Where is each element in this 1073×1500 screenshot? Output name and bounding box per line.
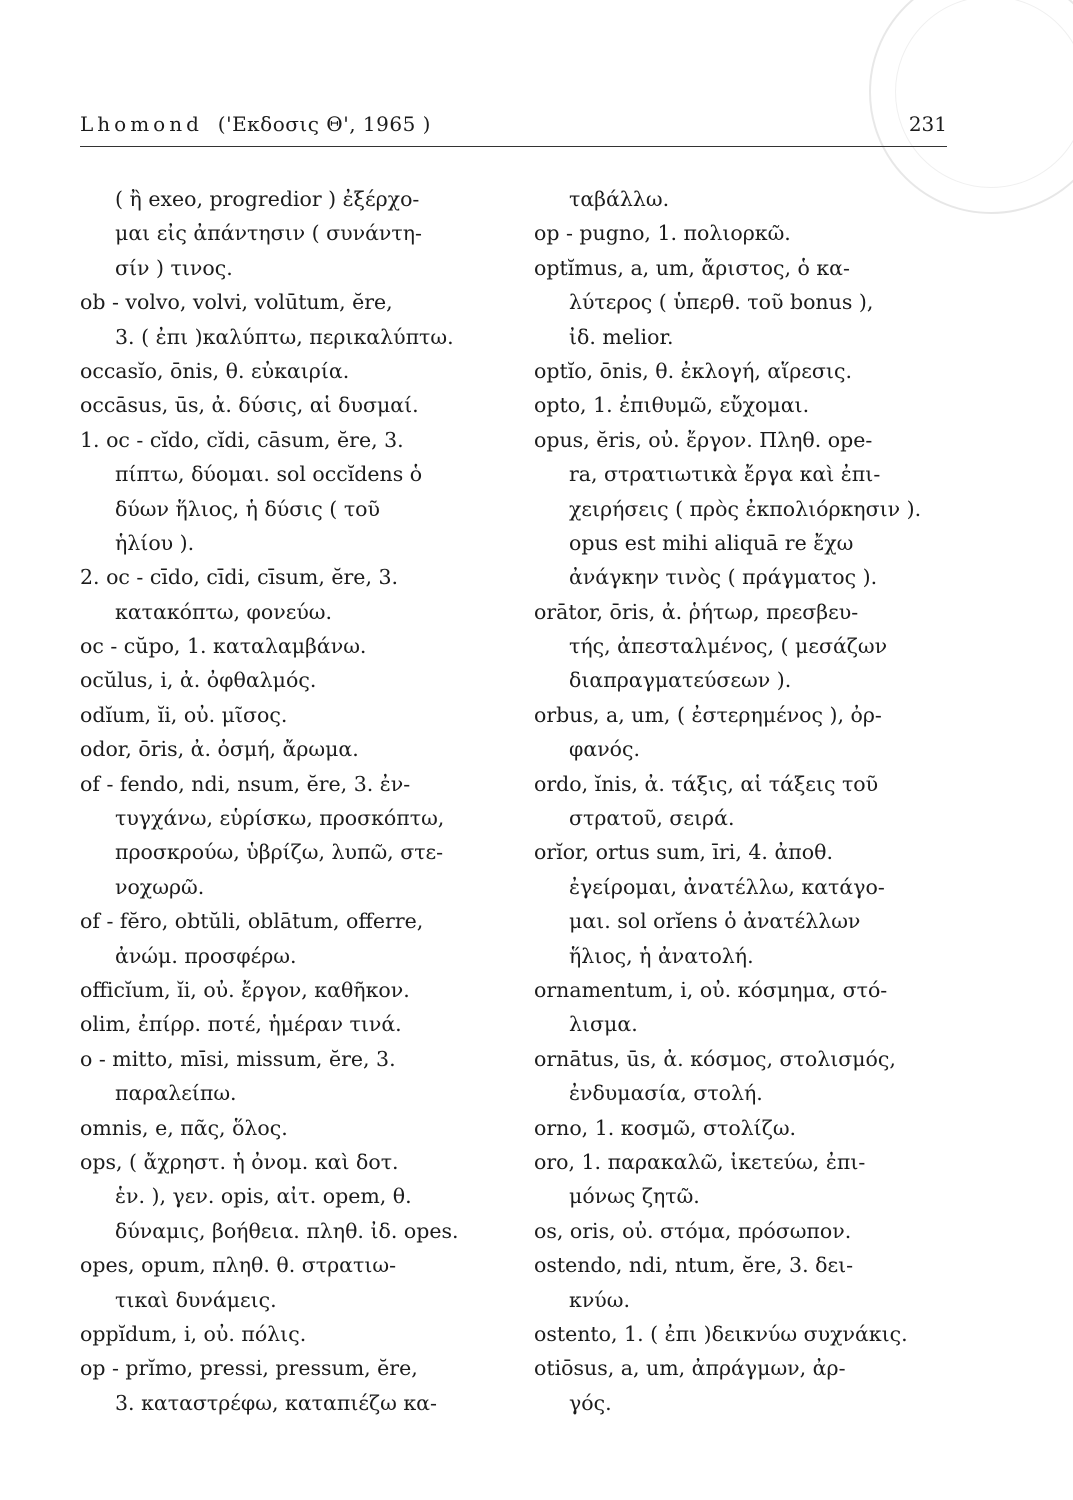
entry-line: νοχωρῶ. <box>115 874 205 899</box>
entry-line: τικαὶ δυνάμεις. <box>115 1287 277 1312</box>
entry-line: oro, 1. παρακαλῶ, ἱκετεύω, ἐπι- <box>534 1149 866 1174</box>
entry-line: optĭmus, a, um, ἄριστος, ὁ κα- <box>534 255 850 280</box>
entry-line: opto, 1. ἐπιθυμῶ, εὔχομαι. <box>534 393 810 418</box>
running-head-author: Lhomond <box>80 112 203 136</box>
entry-line: κατακόπτω, φονεύω. <box>115 599 333 624</box>
entry-line: χειρήσεις ( πρὸς ἐκπολιόρκησιν ). <box>569 496 922 521</box>
entry-line: ἥλιος, ἡ ἀνατολή. <box>569 943 754 968</box>
entry-line: occasĭo, ōnis, θ. εὐκαιρία. <box>80 358 350 383</box>
running-head-edition: ('Εκδοσις Θ', 1965 ) <box>217 112 431 136</box>
entry-line: opus, ĕris, οὐ. ἔργον. Πληθ. ope- <box>534 427 873 452</box>
entry-line: ἰδ. melior. <box>569 324 674 349</box>
entry-line: optĭo, ōnis, θ. ἐκλογή, αἵρεσις. <box>534 358 852 383</box>
entry-line: olim, ἐπίρρ. ποτέ, ἡμέραν τινά. <box>80 1012 402 1037</box>
page-number: 231 <box>908 112 947 136</box>
entry-line: of - fĕro, obtŭli, oblātum, offerre, <box>80 909 424 934</box>
left-column <box>80 182 520 1420</box>
entry-line: otiōsus, a, um, ἀπράγμων, ἀρ- <box>534 1356 846 1381</box>
entry-line: odĭum, ĭi, οὐ. μῖσος. <box>80 702 288 727</box>
entry-line: φανός. <box>569 737 640 762</box>
entry-line: odor, ōris, ἀ. ὀσμή, ἄρωμα. <box>80 737 359 762</box>
entry-line: ἀνάγκην τινὸς ( πράγματος ). <box>569 565 878 590</box>
entry-line: op - prĭmo, pressi, pressum, ĕre, <box>80 1356 418 1381</box>
entry-line: παραλείπω. <box>115 1081 237 1106</box>
entry-line: προσκρούω, ὑβρίζω, λυπῶ, στε- <box>115 840 444 865</box>
entry-line: μόνως ζητῶ. <box>569 1184 700 1209</box>
entry-line: 3. καταστρέφω, καταπιέζω κα- <box>115 1390 437 1415</box>
entry-line: διαπραγματεύσεων ). <box>569 668 792 693</box>
entry-line: ἑν. ), γεν. opis, αἰτ. opem, θ. <box>115 1184 412 1209</box>
entry-line: officĭum, ĭi, οὐ. ἔργον, καθῆκον. <box>80 977 410 1002</box>
entry-line: ops, ( ἄχρηστ. ἡ ὀνομ. καὶ δοτ. <box>80 1149 399 1174</box>
entry-line: orĭor, ortus sum, īri, 4. ἀποθ. <box>534 840 833 865</box>
page-header <box>80 112 947 146</box>
entry-line: μαι. sol orĭens ὁ ἀνατέλλων <box>569 909 861 934</box>
entry-line: πίπτω, δύομαι. sol occĭdens ὁ <box>115 462 423 487</box>
entry-line: 1. oc - cĭdo, cĭdi, cāsum, ĕre, 3. <box>80 427 404 452</box>
entry-line: ταβάλλω. <box>569 187 670 211</box>
entry-line: μαι εἰς ἀπάντησιν ( συνάντη- <box>115 221 422 246</box>
entry-line: λύτερος ( ὑπερθ. τοῦ bonus ), <box>569 290 874 315</box>
entry-line: ornātus, ūs, ἀ. κόσμος, στολισμός, <box>534 1046 896 1071</box>
entry-line: δύναμις, βοήθεια. πληθ. ἰδ. opes. <box>115 1218 459 1243</box>
running-head <box>80 112 431 136</box>
entry-line: ordo, ĭnis, ἀ. τάξις, αἱ τάξεις τοῦ <box>534 771 879 796</box>
entry-line: oppĭdum, i, οὐ. πόλις. <box>80 1321 307 1346</box>
entry-line: 2. oc - cīdo, cīdi, cīsum, ĕre, 3. <box>80 565 399 590</box>
entry-line: κνύω. <box>569 1287 630 1312</box>
entry-line: λισμα. <box>569 1012 638 1037</box>
entry-line: opus est mihi aliquā re ἔχω <box>569 530 854 555</box>
entry-line: ocŭlus, i, ἀ. ὀφθαλμός. <box>80 668 317 693</box>
entry-line: ostento, 1. ( ἐπι )δεικνύω συχνάκις. <box>534 1321 908 1346</box>
entry-line: omnis, e, πᾶς, ὅλος. <box>80 1115 288 1140</box>
entry-line: γός. <box>569 1390 612 1415</box>
entry-line: os, oris, οὐ. στόμα, πρόσωπον. <box>534 1218 852 1243</box>
entry-line: op - pugno, 1. πολιορκῶ. <box>534 221 791 246</box>
entry-line: ἀνώμ. προσφέρω. <box>115 943 297 968</box>
entry-line: ornamentum, i, οὐ. κόσμημα, στό- <box>534 977 888 1002</box>
entry-line: τής, ἀπεσταλμένος, ( μεσάζων <box>569 634 888 659</box>
entry-line: opes, opum, πληθ. θ. στρατιω- <box>80 1253 397 1278</box>
entry-line: ra, στρατιωτικὰ ἔργα καὶ ἐπι- <box>569 462 881 487</box>
entry-line: of - fendo, ndi, nsum, ĕre, 3. ἐν- <box>80 771 411 796</box>
entry-line: ἐνδυμασία, στολή. <box>569 1081 763 1106</box>
entry-line: ( ἢ exeo, progredior ) ἐξέρχο- <box>115 187 420 211</box>
entry-line: 3. ( ἐπι )καλύπτω, περικαλύπτω. <box>115 324 454 349</box>
entry-line: σίν ) τινος. <box>115 255 233 280</box>
entry-line: orātor, ōris, ἀ. ῥήτωρ, πρεσβευ- <box>534 599 859 624</box>
entry-line: oc - cŭpo, 1. καταλαμβάνω. <box>80 634 367 659</box>
entry-line: δύων ἥλιος, ἡ δύσις ( τοῦ <box>115 496 380 521</box>
entry-line: στρατοῦ, σειρά. <box>569 806 735 831</box>
entry-line: orno, 1. κοσμῶ, στολίζω. <box>534 1115 797 1140</box>
entry-line: ἐγείρομαι, ἀνατέλλω, κατάγο- <box>569 874 885 899</box>
entry-line: τυγχάνω, εὑρίσκω, προσκόπτω, <box>115 806 445 831</box>
entry-line: ἡλίου ). <box>115 530 195 555</box>
entry-line: orbus, a, um, ( ἐστερημένος ), ὀρ- <box>534 702 882 727</box>
header-rule <box>80 146 947 147</box>
entry-line: ostendo, ndi, ntum, ĕre, 3. δει- <box>534 1253 854 1278</box>
entry-line: occāsus, ūs, ἀ. δύσις, αἱ δυσμαί. <box>80 393 419 418</box>
entry-line: o - mitto, mīsi, missum, ĕre, 3. <box>80 1046 396 1071</box>
right-column <box>534 182 974 1420</box>
entry-line: ob - volvo, volvi, volūtum, ĕre, <box>80 290 393 315</box>
